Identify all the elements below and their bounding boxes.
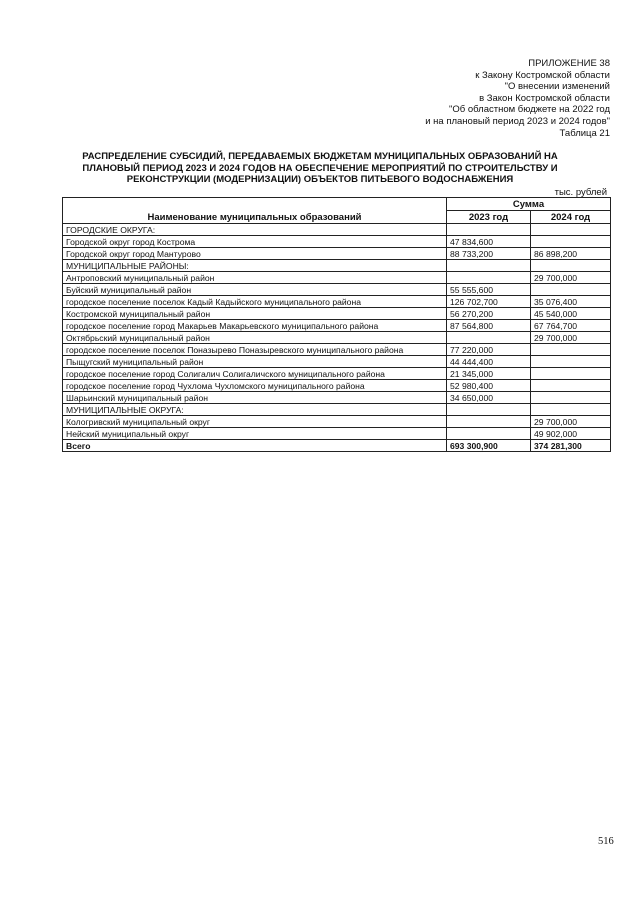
- row-value-2024: 29 700,000: [531, 416, 611, 428]
- row-value-2024: 29 700,000: [531, 332, 611, 344]
- page-number: 516: [598, 836, 614, 847]
- table-row: [63, 260, 611, 272]
- annex-line: ПРИЛОЖЕНИЕ 38: [528, 58, 610, 69]
- row-name: городское поселение город Чухлома Чухломского муниципального района: [63, 380, 447, 392]
- row-value-2023: 56 270,200: [447, 308, 531, 320]
- row-name: Пыщугский муниципальный район: [63, 356, 447, 368]
- table-row: [63, 344, 611, 356]
- row-value-2024: [531, 392, 611, 404]
- row-value-2023: 55 555,600: [447, 284, 531, 296]
- row-name: Октябрьский муниципальный район: [63, 332, 447, 344]
- row-value-2023: 21 345,000: [447, 368, 531, 380]
- table-row: [63, 332, 611, 344]
- row-name: Антроповский муниципальный район: [63, 272, 447, 284]
- table-row: [63, 416, 611, 428]
- table-row: [63, 428, 611, 440]
- row-value-2023: [447, 404, 531, 416]
- row-value-2024: [531, 368, 611, 380]
- row-value-2024: [531, 260, 611, 272]
- header-sum: Сумма: [447, 198, 611, 211]
- row-value-2023: [447, 428, 531, 440]
- document-title: РАСПРЕДЕЛЕНИЕ СУБСИДИЙ, ПЕРЕДАВАЕМЫХ БЮДЖЕТАМ МУНИЦИПАЛЬНЫХ ОБРАЗОВАНИЙ НА ПЛАНОВЫЙ ПЕРИОД 2023 И 2024 ГОДОВ НА ОБЕСПЕЧЕНИЕ МЕРОПРИЯТИЙ ПО СТРОИТЕЛЬСТВУ И РЕКОНСТРУКЦИИ (МОДЕРНИЗАЦИИ) ОБЪЕКТОВ ПИТЬЕВОГО ВОДОСНАБЖЕНИЯ: [82, 151, 558, 185]
- row-name: МУНИЦИПАЛЬНЫЕ ОКРУГА:: [63, 404, 447, 416]
- row-name: Всего: [63, 440, 447, 452]
- row-name: городское поселение поселок Поназырево Поназыревского муниципального района: [63, 344, 447, 356]
- row-name: ГОРОДСКИЕ ОКРУГА:: [63, 224, 447, 236]
- row-value-2024: 29 700,000: [531, 272, 611, 284]
- units-label: тыс. рублей: [554, 187, 607, 198]
- row-value-2023: 77 220,000: [447, 344, 531, 356]
- row-name: Костромской муниципальный район: [63, 308, 447, 320]
- table-row: [63, 224, 611, 236]
- row-name: Буйский муниципальный район: [63, 284, 447, 296]
- row-name: Шарьинский муниципальный район: [63, 392, 447, 404]
- row-name: Нейский муниципальный округ: [63, 428, 447, 440]
- row-value-2024: [531, 380, 611, 392]
- row-value-2023: 47 834,600: [447, 236, 531, 248]
- row-value-2023: [447, 332, 531, 344]
- header-2023: 2023 год: [447, 211, 531, 224]
- row-value-2024: 374 281,300: [531, 440, 611, 452]
- row-value-2023: 52 980,400: [447, 380, 531, 392]
- table-row: [63, 308, 611, 320]
- row-value-2024: [531, 284, 611, 296]
- row-value-2024: 35 076,400: [531, 296, 611, 308]
- row-value-2023: 126 702,700: [447, 296, 531, 308]
- row-value-2024: 67 764,700: [531, 320, 611, 332]
- row-name: городское поселение город Макарьев Макарьевского муниципального района: [63, 320, 447, 332]
- header-2024: 2024 год: [531, 211, 611, 224]
- row-value-2023: [447, 272, 531, 284]
- header-name: Наименование муниципальных образований: [63, 198, 447, 224]
- row-value-2024: [531, 224, 611, 236]
- table-row: [63, 368, 611, 380]
- row-value-2023: 88 733,200: [447, 248, 531, 260]
- table-row: [63, 248, 611, 260]
- row-value-2024: 49 902,000: [531, 428, 611, 440]
- table-row: [63, 296, 611, 308]
- total-row: [63, 440, 611, 452]
- annex-header: [290, 58, 610, 139]
- table-row: [63, 236, 611, 248]
- row-value-2024: [531, 236, 611, 248]
- row-name: МУНИЦИПАЛЬНЫЕ РАЙОНЫ:: [63, 260, 447, 272]
- row-name: городское поселение поселок Кадый Кадыйского муниципального района: [63, 296, 447, 308]
- row-value-2024: [531, 356, 611, 368]
- table-number: Таблица 21: [559, 127, 610, 139]
- table-row: [63, 356, 611, 368]
- table-row: [63, 272, 611, 284]
- table-row: [63, 380, 611, 392]
- annex-line: к Закону Костромской области: [475, 69, 610, 81]
- row-value-2023: [447, 224, 531, 236]
- table-row: [63, 284, 611, 296]
- row-value-2023: 44 444,400: [447, 356, 531, 368]
- table-body: [63, 224, 611, 452]
- row-value-2023: [447, 416, 531, 428]
- table-row: [63, 404, 611, 416]
- table-row: [63, 392, 611, 404]
- row-value-2024: 86 898,200: [531, 248, 611, 260]
- annex-line: и на плановый период 2023 и 2024 годов": [425, 115, 610, 127]
- row-value-2024: 45 540,000: [531, 308, 611, 320]
- row-value-2023: 87 564,800: [447, 320, 531, 332]
- row-name: Городской округ город Мантурово: [63, 248, 447, 260]
- row-value-2024: [531, 404, 611, 416]
- row-value-2023: 34 650,000: [447, 392, 531, 404]
- row-name: Городской округ город Кострома: [63, 236, 447, 248]
- row-value-2023: 693 300,900: [447, 440, 531, 452]
- row-name: городское поселение город Солигалич Солигаличского муниципального района: [63, 368, 447, 380]
- row-value-2023: [447, 260, 531, 272]
- annex-line: в Закон Костромской области: [479, 92, 610, 104]
- row-value-2024: [531, 344, 611, 356]
- row-name: Кологривский муниципальный округ: [63, 416, 447, 428]
- table-row: [63, 320, 611, 332]
- annex-line: "Об областном бюджете на 2022 год: [449, 104, 610, 116]
- annex-line: "О внесении изменений: [504, 81, 610, 93]
- subsidy-table: [62, 197, 611, 452]
